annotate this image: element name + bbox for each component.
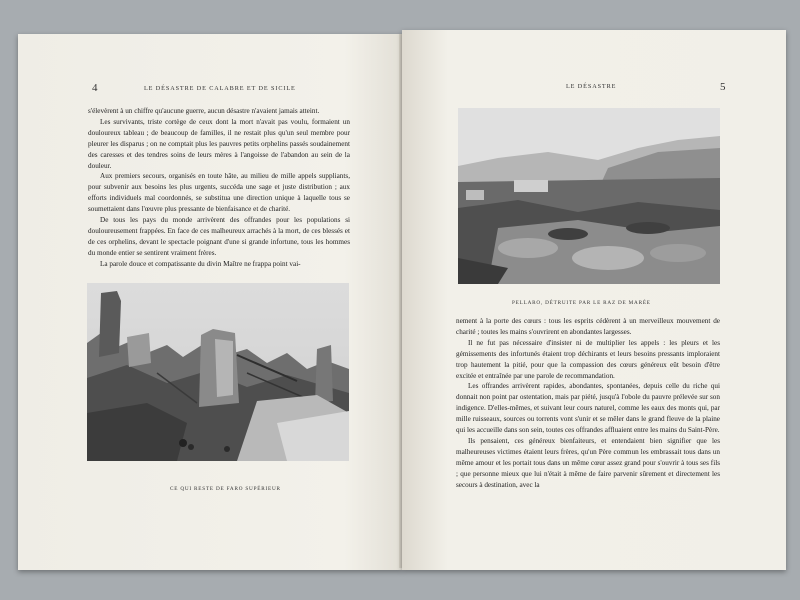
photo-faro-ruins (87, 283, 349, 461)
paragraph: La parole douce et compatissante du divin Maître ne frappa point vai- (100, 259, 301, 268)
right-text-block (456, 316, 720, 491)
paragraph: s'élevèrent à un chiffre qu'aucune guerre, aucun désastre n'avaient jamais atteint. (88, 107, 320, 115)
paragraph: Les offrandes arrivèrent rapides, abondantes, spontanées, depuis celle du riche qui donnait non point par ostentation, mais par piété, jusqu'à l'obole du pauvre prélevée sur son indigence. D'elles-mêmes, et suivant leur cours naturel, comme les eaux des monts qui, par mille ruisseaux, sources ou torrents vont s'unir et se mêler dans le grand fleuve de la plaine qui les accueille dans son sein, toutes ces offrandes affluaient entre les mains du Saint-Père. (456, 382, 720, 435)
page-number-left: 4 (92, 82, 98, 94)
paragraph: Les survivants, triste cortège de ceux dont la mort n'avait pas voulu, formaient un douloureux tableau ; de beaucoup de familles, il ne restait plus qu'un seul membre pour pleurer les disparus ; on ne comptait plus les pauvres petits orphelins passés soudainement des caresses et des tendres soins de leurs mères à l'angoisse de l'abandon au sein de la douleur. (88, 117, 350, 170)
paragraph: Il ne fut pas nécessaire d'insister ni de multiplier les appels : les pleurs et les gémissements des infortunés étaient trop déchirants et leurs besoins pressants imploraient trop hautement la pitié, pour que la compassion des cœurs généreux eût besoin d'être excitée et entraînée par une parole de recommandation. (456, 338, 720, 380)
open-book (18, 30, 786, 572)
running-head-left: LE DÉSASTRE DE CALABRE ET DE SICILE (144, 85, 296, 92)
paragraph: De tous les pays du monde arrivèrent des offrandes pour les populations si douloureusement frappées. En face de ces malheureux arrachés à la mort, de ces blessés et de ces orphelins, devant le spectacle poignant d'une si grande infortune, tous les hommes du monde entier se sentirent vraiment frères. (88, 216, 350, 257)
photo-pellaro (458, 108, 720, 284)
page-number-right: 5 (720, 81, 726, 93)
running-head-right: LE DÉSASTRE (566, 83, 617, 90)
paragraph: Ils pensaient, ces généreux bienfaiteurs, et entendaient bien signifier que les malheureuses victimes étaient leurs frères, qu'un Père commun les embrassait tous dans un même amour et les portait tous dans un même cœur assez grand pour s'ouvrir à tous ses fils ; que personne mieux que lui n'était à même de faire parvenir sûrement et directement les secours à destination, avec la (456, 436, 720, 489)
left-page (18, 34, 402, 570)
paragraph: Aux premiers secours, organisés en toute hâte, au milieu de mille appels suppliants, pour subvenir aux besoins les plus urgents, succéda une sage et juste distribution ; aux efforts individuels mal coordonnés, se substitua une direction unique à laquelle tous se soumettaient dans l'œuvre plus pressante de bienfaisance et de charité. (88, 172, 350, 214)
photo-caption-left: CE QUI RESTE DE FARO SUPÉRIEUR (170, 486, 281, 492)
photo-caption-right: PELLARO, DÉTRUITE PAR LE RAZ DE MARÉE (512, 300, 651, 306)
paragraph: nement à la porte des cœurs : tous les esprits cédèrent à un merveilleux mouvement de charité ; toutes les mains s'ouvrirent en abondantes largesses. (456, 317, 720, 336)
left-text-block (88, 106, 350, 270)
right-page (402, 30, 786, 570)
